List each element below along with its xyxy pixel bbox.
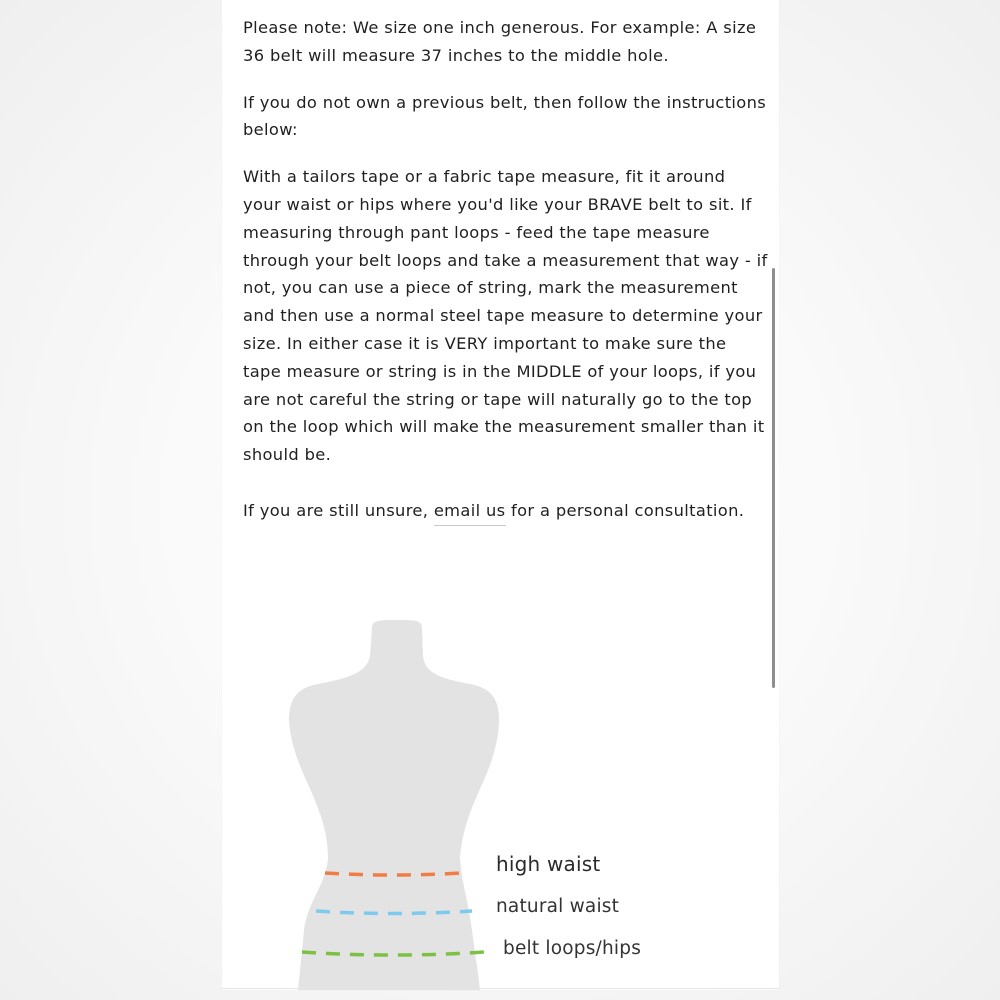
contact-paragraph xyxy=(243,497,768,525)
mannequin-illustration xyxy=(222,600,779,990)
note-paragraph: Please note: We size one inch generous. For example: A size 36 belt will measure 37 inches to the middle hole. xyxy=(243,18,757,65)
size-guide-text xyxy=(243,14,768,544)
contact-text-before: If you are still unsure, xyxy=(243,500,434,520)
vertical-scrollbar[interactable] xyxy=(772,268,775,688)
no-belt-paragraph: If you do not own a previous belt, then follow the instructions below: xyxy=(243,92,767,140)
contact-text-after: for a personal consultation. xyxy=(505,500,745,520)
mannequin-body xyxy=(289,620,499,990)
natural-waist-label: natural waist xyxy=(496,896,620,917)
high-waist-label: high waist xyxy=(496,852,601,876)
page-bottom-border xyxy=(222,988,779,989)
email-us-link[interactable]: email us xyxy=(434,501,506,526)
mannequin-svg xyxy=(222,600,779,990)
belt-loops-label: belt loops/hips xyxy=(503,938,642,959)
instructions-paragraph: With a tailors tape or a fabric tape measure, fit it around your waist or hips where you'd like your BRAVE belt to sit. If measuring through pant loops - feed the tape measure through your belt loops and take a measurement that way - if not, you can use a piece of string, mark the measurement and then use a normal steel tape measure to determine your size. In either case it is VERY important to make sure the tape measure or string is in the MIDDLE of your loops, if you are not careful the string or tape will naturally go to the top on the loop which will make the measurement smaller than it should be. xyxy=(243,167,768,465)
